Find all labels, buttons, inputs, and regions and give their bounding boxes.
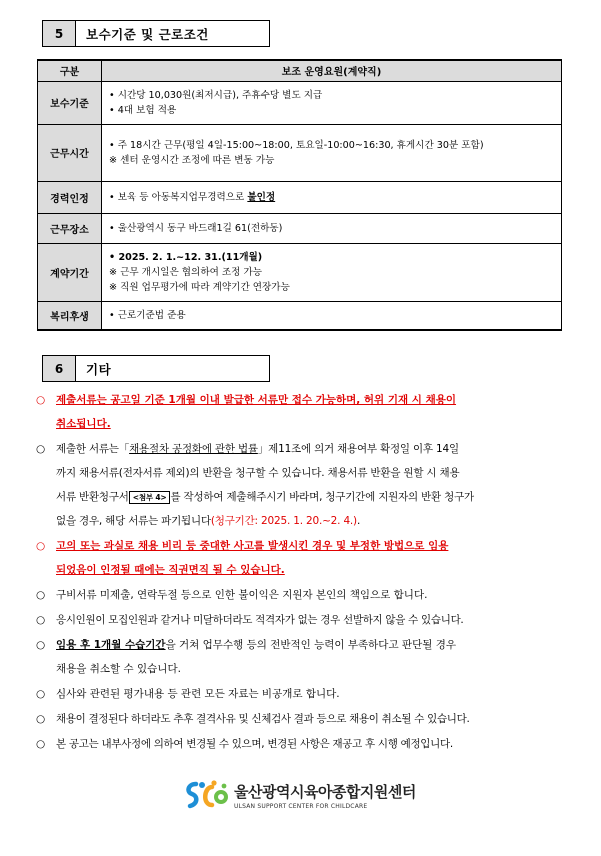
pay-line-2: • 4대 보험 적용 bbox=[109, 104, 177, 116]
bullet-circle-icon: ○ bbox=[36, 713, 45, 725]
row-label-hours: 근무시간 bbox=[38, 124, 102, 181]
notes-list bbox=[36, 388, 566, 757]
table-row-place bbox=[38, 213, 562, 243]
note-4-text: 구비서류 미제출, 연락두절 등으로 인한 불이익은 지원자 본인의 책임으로 합니다. bbox=[56, 589, 428, 601]
org-english-name: ULSAN SUPPORT CENTER FOR CHILDCARE bbox=[234, 802, 368, 810]
childcare-center-logo-icon bbox=[182, 778, 228, 812]
bullet-circle-icon: ○ bbox=[36, 443, 45, 455]
row-label-contract: 계약기간 bbox=[38, 243, 102, 301]
note-document-return bbox=[36, 437, 566, 533]
note-dismissal bbox=[36, 534, 566, 582]
note-2-line-3-pre: 서류 반환청구서 bbox=[56, 491, 129, 503]
pay-line-1: • 시간당 10,030원(최저시급), 주휴수당 별도 지급 bbox=[109, 89, 323, 101]
career-emphasis: 불인정 bbox=[247, 191, 276, 203]
table-row-pay bbox=[38, 81, 562, 124]
note-document-validity bbox=[36, 388, 566, 436]
note-3-line-2: 되었음이 인정될 때에는 직권면직 될 수 있습니다. bbox=[56, 564, 285, 576]
bullet-circle-icon: ○ bbox=[36, 688, 46, 700]
note-2-pre: 제출한 서류는「 bbox=[56, 443, 130, 455]
section-5-number: 5 bbox=[42, 20, 76, 47]
row-value-career bbox=[102, 181, 562, 213]
working-conditions-table bbox=[37, 59, 562, 331]
row-value-hours bbox=[102, 124, 562, 181]
bullet-circle-icon: ○ bbox=[36, 540, 46, 552]
contract-line-2: ※ 근무 개시일은 협의하여 조정 가능 bbox=[109, 266, 263, 278]
note-2-line-4-pre: 없을 경우, 해당 서류는 파기됩니다 bbox=[56, 515, 211, 527]
note-cancellation bbox=[36, 707, 566, 731]
note-2-law-name: 채용절차 공정화에 관한 법률 bbox=[129, 443, 258, 455]
footer-org bbox=[182, 778, 416, 812]
note-6-post: 을 거쳐 업무수행 등의 전반적인 능력이 부족하다고 판단될 경우 bbox=[165, 639, 456, 651]
table-row-hours bbox=[38, 124, 562, 181]
note-confidential bbox=[36, 682, 566, 706]
org-name: 울산광역시육아종합지원센터 bbox=[234, 782, 416, 801]
header-category: 구분 bbox=[38, 60, 102, 81]
note-changes bbox=[36, 732, 566, 756]
row-value-contract bbox=[102, 243, 562, 301]
note-probation bbox=[36, 633, 566, 681]
probation-period: 임용 후 1개월 수습기간 bbox=[56, 639, 166, 651]
note-5-text: 응시인원이 모집인원과 같거나 미달하더라도 적격자가 없는 경우 선발하지 않을 수 있습니다. bbox=[56, 614, 464, 626]
note-1-line-2: 취소됩니다. bbox=[56, 418, 111, 430]
hours-line-2: ※ 센터 운영시간 조정에 따른 변동 가능 bbox=[109, 154, 275, 166]
hours-line-1: • 주 18시간 근무(평일 4일-15:00~18:00, 토요일-10:00~16:30, 휴게시간 30분 포함) bbox=[109, 139, 484, 151]
row-value-welfare: • 근로기준법 준용 bbox=[102, 301, 562, 330]
career-text: • 보육 등 아동복지업무경력으로 bbox=[109, 191, 248, 203]
row-label-career: 경력인정 bbox=[38, 181, 102, 213]
section-5-title: 보수기준 및 근로조건 bbox=[76, 20, 270, 47]
contract-line-1: • 2025. 2. 1.~12. 31.(11개월) bbox=[109, 251, 263, 263]
note-7-text: 심사와 관련된 평가내용 등 관련 모든 자료는 비공개로 합니다. bbox=[56, 688, 340, 700]
attachment-4-tag: <첨부 4> bbox=[129, 491, 171, 504]
row-value-place: • 울산광역시 동구 바드래1길 61(전하동) bbox=[102, 213, 562, 243]
table-header-row bbox=[38, 60, 562, 81]
row-value-pay bbox=[102, 81, 562, 124]
section-6-title: 기타 bbox=[76, 355, 270, 382]
note-2-line-2: 까지 채용서류(전자서류 제외)의 반환을 청구할 수 있습니다. 채용서류 반환을 원할 시 채용 bbox=[56, 467, 460, 479]
header-position: 보조 운영요원(계약직) bbox=[102, 60, 562, 81]
note-2-line-4-post: . bbox=[356, 515, 361, 527]
table-row-contract bbox=[38, 243, 562, 301]
bullet-circle-icon: ○ bbox=[36, 614, 45, 626]
row-label-place: 근무장소 bbox=[38, 213, 102, 243]
section-6-number: 6 bbox=[42, 355, 76, 382]
note-missing-documents bbox=[36, 583, 566, 607]
note-no-selection bbox=[36, 608, 566, 632]
claim-period: (청구기간: 2025. 1. 20.~2. 4.) bbox=[210, 515, 357, 527]
note-1-line-1: 제출서류는 공고일 기준 1개월 이내 발급한 서류만 접수 가능하며, 허위 기재 시 채용이 bbox=[56, 394, 457, 406]
bullet-circle-icon: ○ bbox=[36, 738, 45, 750]
note-9-text: 본 공고는 내부사정에 의하여 변경될 수 있으며, 변경된 사항은 재공고 후 시행 예정입니다. bbox=[56, 738, 453, 750]
bullet-circle-icon: ○ bbox=[36, 394, 46, 406]
row-label-pay: 보수기준 bbox=[38, 81, 102, 124]
table-row-welfare bbox=[38, 301, 562, 330]
bullet-circle-icon: ○ bbox=[36, 589, 46, 601]
note-2-post: 」제11조에 의거 채용여부 확정일 이후 14일 bbox=[257, 443, 459, 455]
note-6-line-2: 채용을 취소할 수 있습니다. bbox=[56, 663, 181, 675]
row-label-welfare: 복리후생 bbox=[38, 301, 102, 330]
section-6-header bbox=[42, 355, 270, 382]
contract-line-3: ※ 직원 업무평가에 따라 계약기간 연장가능 bbox=[109, 281, 290, 293]
footer-text bbox=[234, 781, 416, 810]
note-8-text: 채용이 결정된다 하더라도 추후 결격사유 및 신체검사 결과 등으로 채용이 취소될 수 있습니다. bbox=[56, 713, 470, 725]
note-3-line-1: 고의 또는 과실로 채용 비리 등 중대한 사고를 발생시킨 경우 및 부정한 방법으로 임용 bbox=[56, 540, 449, 552]
table-row-career bbox=[38, 181, 562, 213]
note-2-line-3-post: 를 작성하여 제출해주시기 바라며, 청구기간에 지원자의 반환 청구가 bbox=[170, 491, 474, 503]
section-5-header bbox=[42, 20, 270, 47]
bullet-circle-icon: ○ bbox=[36, 639, 46, 651]
